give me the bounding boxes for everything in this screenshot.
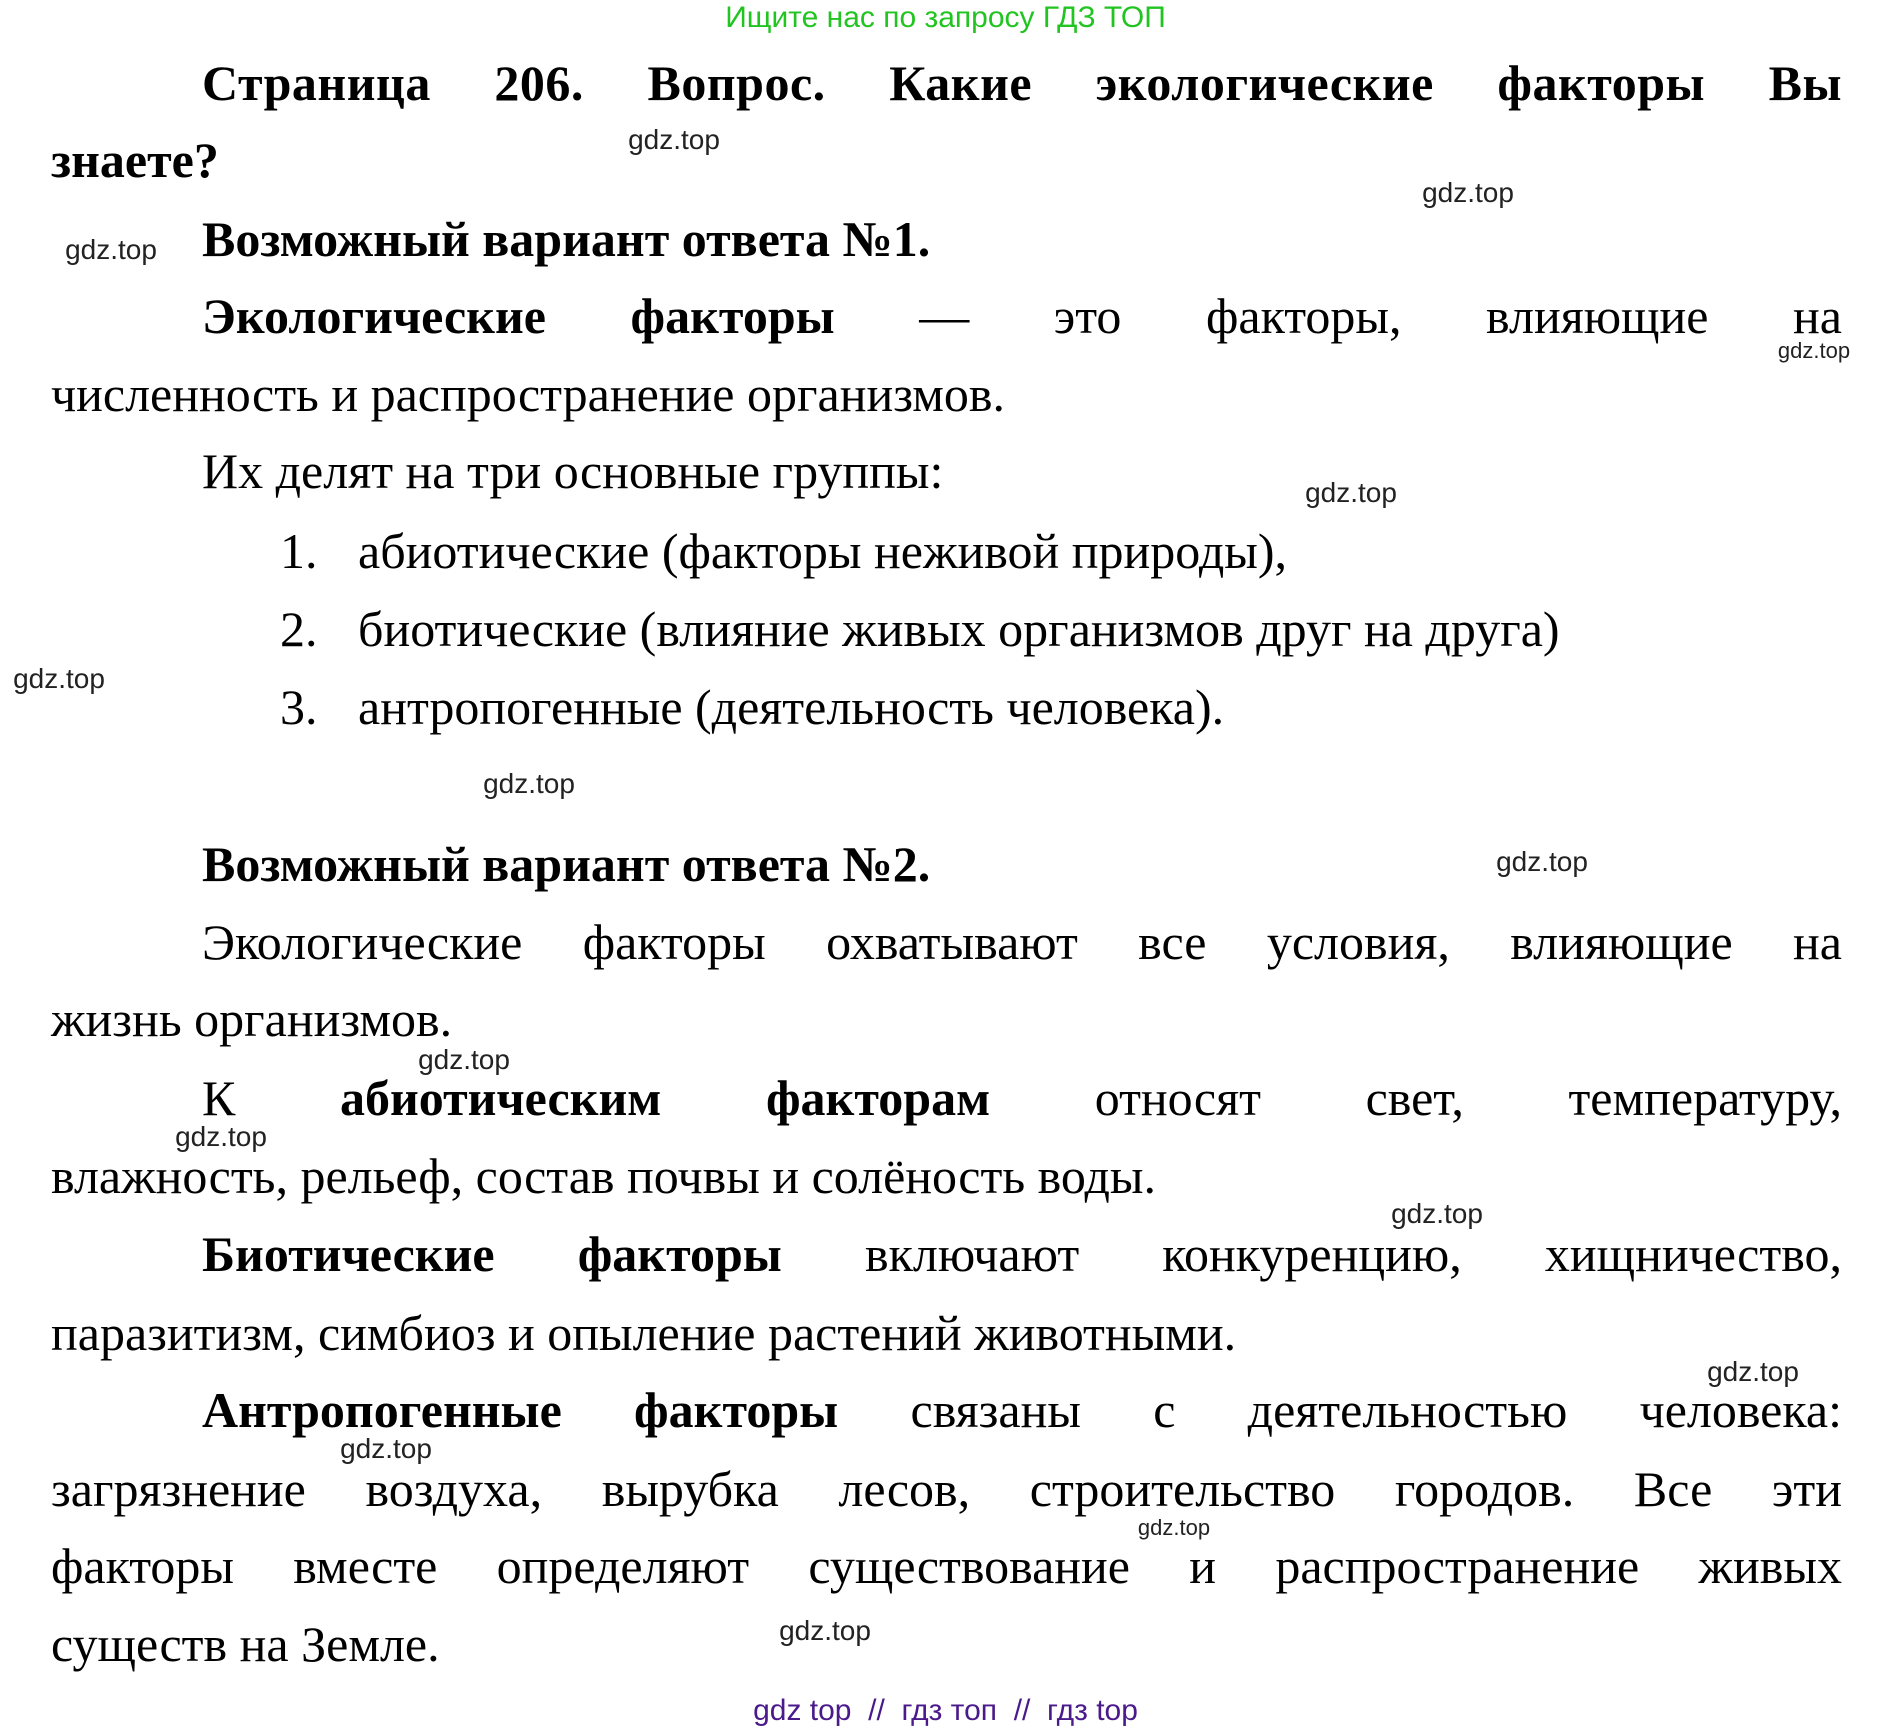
search-banner: Ищите нас по запросу ГДЗ ТОП bbox=[725, 1, 1166, 34]
watermark: gdz.top bbox=[1777, 338, 1851, 363]
answer2-p4-line2: загрязнение воздуха, вырубка лесов, строительство городов. Все эти bbox=[51, 1461, 1842, 1517]
term-abiotic-factors: абиотическим факторам bbox=[339, 1070, 991, 1126]
definition-text: — это факторы, влияющие на bbox=[919, 288, 1843, 344]
term-anthropogenic-factors: Антропогенные факторы bbox=[202, 1382, 839, 1438]
watermark: gdz.top bbox=[1496, 846, 1588, 877]
watermark: gdz.top bbox=[65, 234, 157, 265]
list-text: антропогенные (деятельность человека). bbox=[358, 679, 1225, 735]
list-number: 3. bbox=[280, 679, 318, 735]
list-item bbox=[280, 601, 1560, 657]
list-item bbox=[280, 523, 1287, 579]
list-item bbox=[280, 679, 1224, 735]
watermark: gdz.top bbox=[628, 124, 720, 155]
question-title-line1: Страница 206. Вопрос. Какие экологические факторы Вы bbox=[202, 55, 1842, 111]
watermark: gdz.top bbox=[1137, 1515, 1211, 1540]
p4-text: связаны с деятельностью человека: bbox=[910, 1382, 1842, 1438]
p2-prefix: К bbox=[202, 1070, 236, 1126]
watermark: gdz.top bbox=[1305, 477, 1397, 508]
answer2-p2-line1 bbox=[202, 1070, 1842, 1126]
list-text: биотические (влияние живых организмов друг на друга) bbox=[358, 601, 1560, 657]
list-text: абиотические (факторы неживой природы), bbox=[358, 523, 1288, 579]
question-title-line2: знаете? bbox=[51, 132, 219, 188]
answer2-p4-line4: существ на Земле. bbox=[51, 1616, 440, 1672]
watermark: gdz.top bbox=[13, 663, 105, 694]
answer2-p1-line2: жизнь организмов. bbox=[51, 991, 453, 1047]
answer1-definition-line1 bbox=[202, 288, 1842, 344]
answer1-groups-intro: Их делят на три основные группы: bbox=[202, 443, 944, 499]
watermark: gdz.top bbox=[340, 1433, 432, 1464]
answer2-p4-line3: факторы вместе определяют существование и распространение живых bbox=[51, 1538, 1842, 1594]
term-ecological-factors: Экологические факторы bbox=[202, 288, 835, 344]
footer-watermark: gdz top // гдз топ // гдз top bbox=[753, 1694, 1138, 1727]
answer2-heading: Возможный вариант ответа №2. bbox=[202, 836, 931, 892]
answer2-p4-line1 bbox=[202, 1382, 1842, 1438]
p2-text: относят свет, температуру, bbox=[1094, 1070, 1843, 1126]
watermark: gdz.top bbox=[175, 1121, 267, 1152]
watermark: gdz.top bbox=[1707, 1356, 1799, 1387]
p3-text: включают конкуренцию, хищничество, bbox=[864, 1226, 1842, 1282]
list-number: 2. bbox=[280, 601, 318, 657]
answer2-p3-line2: паразитизм, симбиоз и опыление растений животными. bbox=[51, 1305, 1237, 1361]
answer1-heading: Возможный вариант ответа №1. bbox=[202, 211, 931, 267]
watermark: gdz.top bbox=[418, 1044, 510, 1075]
watermark: gdz.top bbox=[483, 768, 575, 799]
answer1-definition-line2: численность и распространение организмов. bbox=[51, 366, 1006, 422]
watermark: gdz.top bbox=[1391, 1198, 1483, 1229]
answer2-p2-line2: влажность, рельеф, состав почвы и солёность воды. bbox=[51, 1148, 1156, 1204]
answer2-p3-line1 bbox=[202, 1226, 1842, 1282]
list-number: 1. bbox=[280, 523, 318, 579]
answer2-p1-line1: Экологические факторы охватывают все условия, влияющие на bbox=[202, 914, 1842, 970]
watermark: gdz.top bbox=[1422, 177, 1514, 208]
term-biotic-factors: Биотические факторы bbox=[202, 1226, 782, 1282]
watermark: gdz.top bbox=[779, 1615, 871, 1646]
